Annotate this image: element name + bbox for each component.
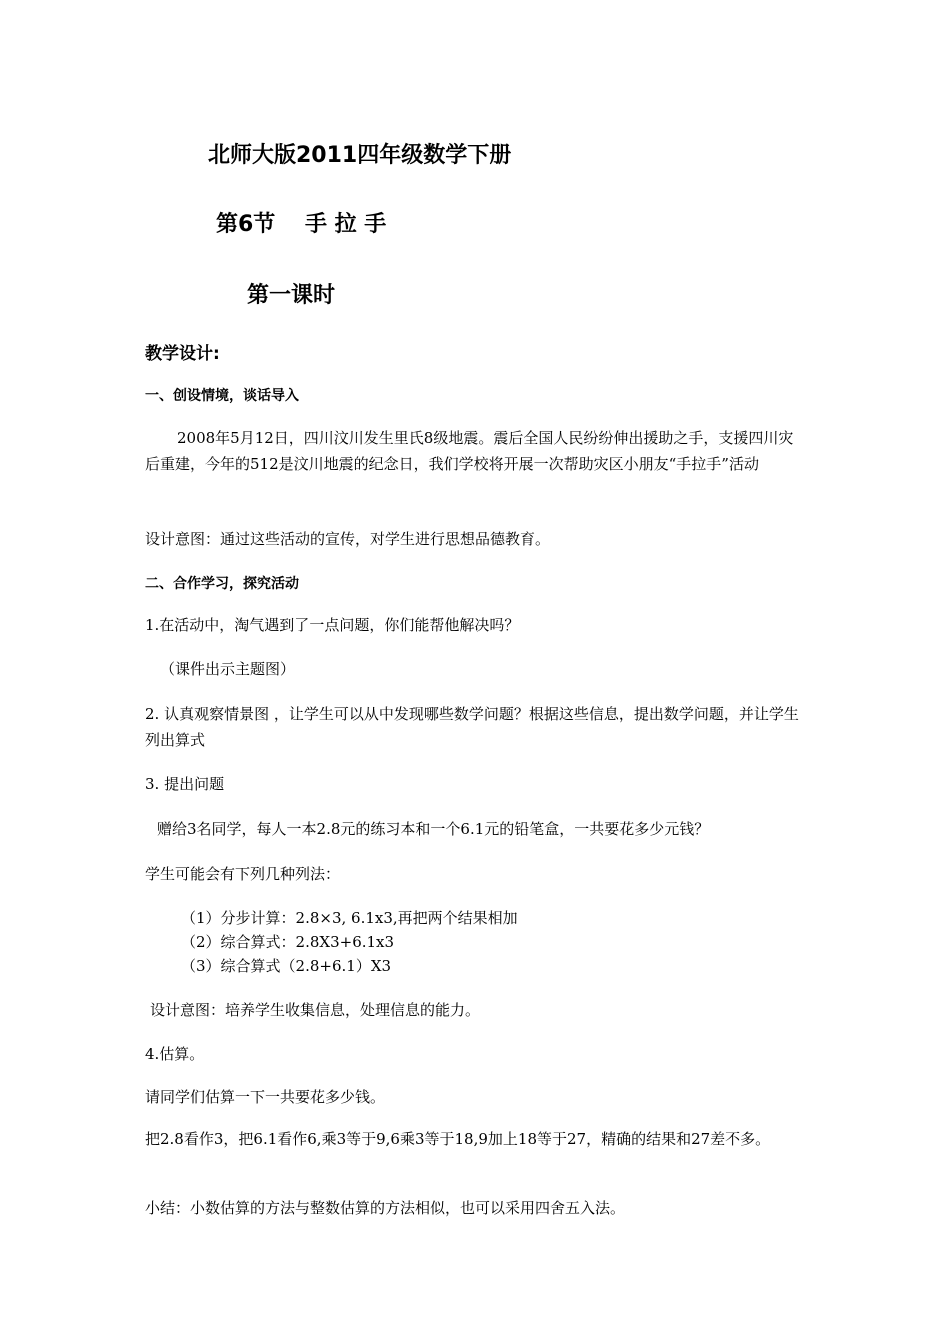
- lesson-title: 第一课时: [247, 283, 336, 308]
- question-3: 3. 提出问题: [145, 775, 225, 793]
- method-1: （1）分步计算：2.8×3, 6.1x3,再把两个结果相加: [181, 909, 518, 927]
- method-3: （3）综合算式（2.8+6.1）X3: [181, 957, 392, 975]
- question-2: 2. 认真观察情景图 ，让学生可以从中发现哪些数学问题？根据这些信息，提出数学问题，并让学生列出算式: [145, 705, 799, 749]
- method-2: （2）综合算式：2.8X3+6.1x3: [181, 933, 395, 951]
- design-intent-2: 设计意图：培养学生收集信息，处理信息的能力。: [150, 1001, 481, 1019]
- question-4-explanation: 把2.8看作3，把6.1看作6,乘3等于9,6乘3等于18,9加上18等于27，精确的结果和27差不多。: [145, 1130, 771, 1148]
- part1-heading: 一、创设情境，谈话导入: [145, 388, 299, 404]
- design-heading: 教学设计:: [145, 344, 220, 364]
- question-3-problem: 赠给3名同学，每人一本2.8元的练习本和一个6.1元的铅笔盒，一共要花多少元钱？: [157, 820, 710, 838]
- question-1-note: （课件出示主题图）: [160, 660, 296, 678]
- question-1: 1.在活动中，淘气遇到了一点问题，你们能帮他解决吗？: [145, 616, 520, 634]
- methods-intro: 学生可能会有下列几种列法：: [145, 865, 341, 883]
- section-title: 第6节 手 拉 手: [216, 212, 387, 237]
- intro-paragraph: 2008年5月12日，四川汶川发生里氏8级地震。震后全国人民纷纷伸出援助之手，支援四川灾后重建，今年的512是汶川地震的纪念日，我们学校将开展一次帮助灾区小朋友“手拉手”活动: [145, 429, 794, 473]
- question-4: 4.估算。: [145, 1045, 205, 1063]
- summary: 小结：小数估算的方法与整数估算的方法相似，也可以采用四舍五入法。: [145, 1199, 626, 1217]
- part2-heading: 二、合作学习，探究活动: [145, 576, 299, 592]
- design-intent-1: 设计意图：通过这些活动的宣传，对学生进行思想品德教育。: [145, 530, 551, 548]
- doc-title: 北师大版2011四年级数学下册: [208, 143, 512, 168]
- question-4-prompt: 请同学们估算一下一共要花多少钱。: [145, 1088, 386, 1106]
